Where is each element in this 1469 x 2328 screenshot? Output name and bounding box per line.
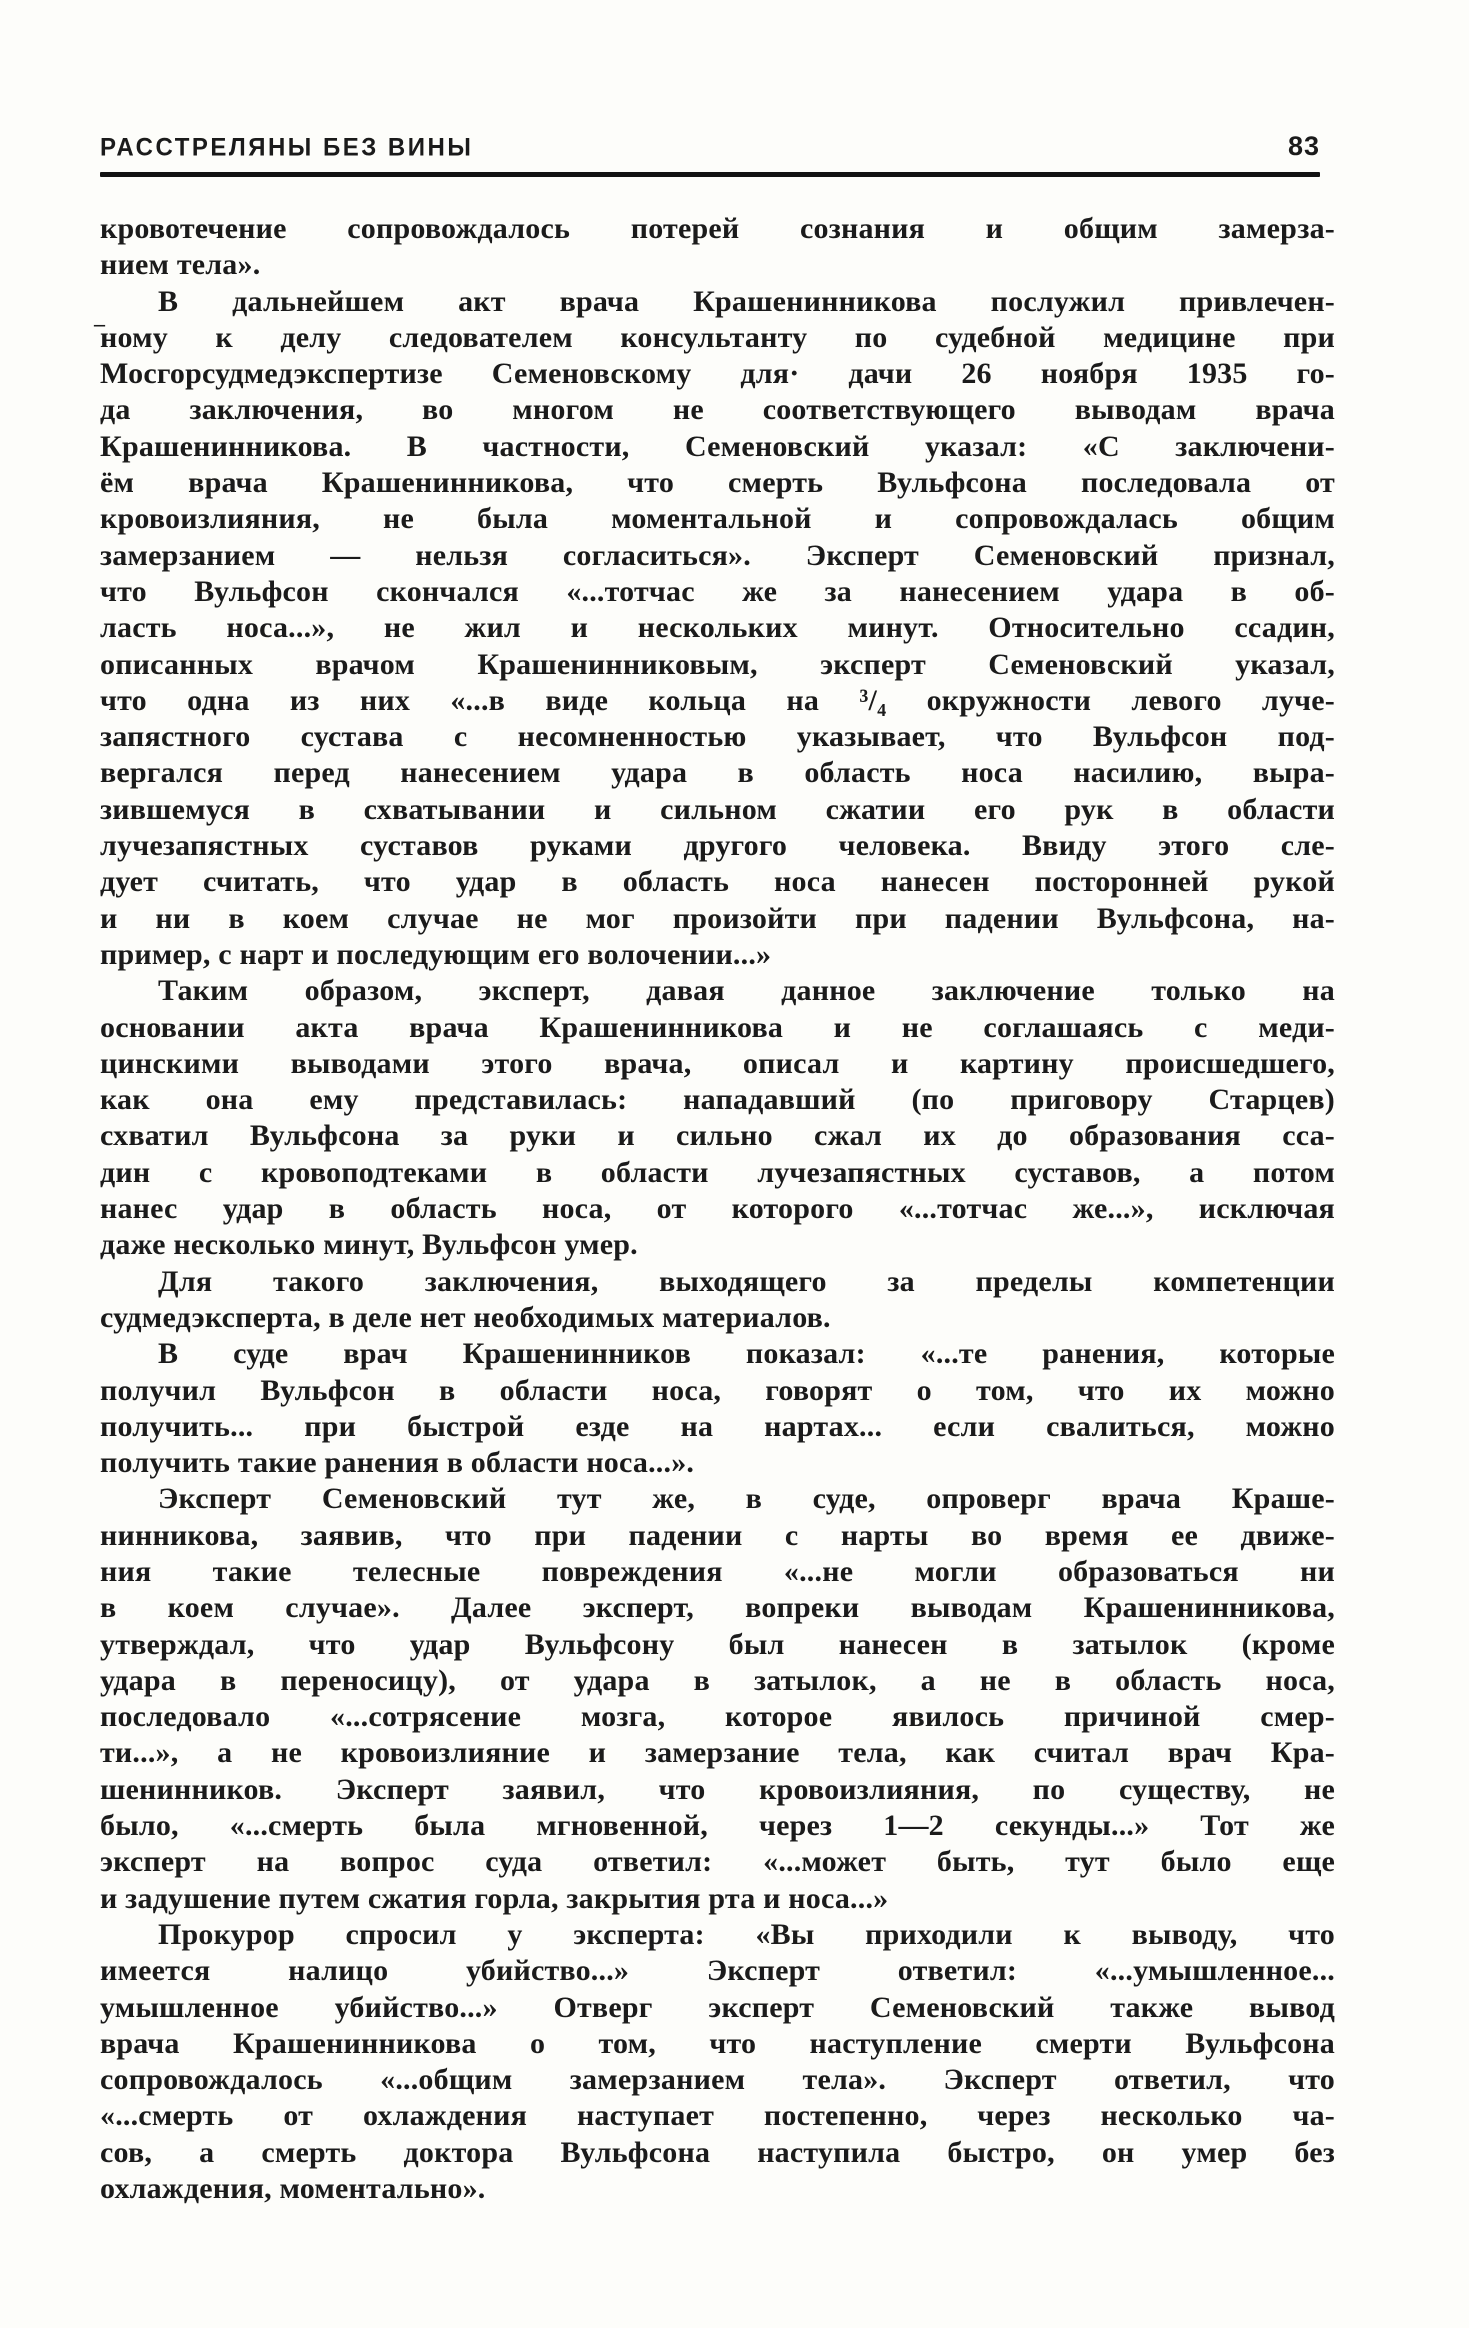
text-line: основании акта врача Крашенинникова и не соглашаясь с меди- [100,1010,1335,1044]
text-line: утверждал, что удар Вульфсону был нанесен в затылок (кроме [100,1627,1335,1661]
running-header [100,131,1320,162]
text-line: врача Крашенинникова о том, что наступление смерти Вульфсона [100,2026,1335,2060]
text-line: судмедэксперта, в деле нет необходимых материалов. [100,1300,831,1334]
text-line: эксперт на вопрос суда ответил: «...может быть, тут было еще [100,1845,1335,1879]
text-line: зившемуся в схватывании и сильном сжатии его рук в области [100,792,1335,826]
text-line: что одна из них «...в виде кольца на ³/₄ окружности левого луче- [100,683,1335,717]
text-line: что Вульфсон скончался «...тотчас же за нанесением удара в об- [100,574,1335,608]
margin-dash-artifact: – [94,310,105,336]
text-line: ласть носа...», не жил и нескольких минут. Относительно ссадин, [100,611,1335,645]
text-line: и ни в коем случае не мог произойти при падении Вульфсона, на- [100,901,1335,935]
text-line: в коем случае». Далее эксперт, вопреки выводам Крашенинникова, [100,1591,1335,1625]
running-header-title: РАССТРЕЛЯНЫ БЕЗ ВИНЫ [100,133,474,162]
text-line: умышленное убийство...» Отверг эксперт Семеновский также вывод [100,1990,1335,2024]
text-line: Таким образом, эксперт, давая данное заключение только на [158,974,1335,1008]
text-line: имеется налицо убийство...» Эксперт ответил: «...умышленное... [100,1954,1335,1988]
text-line: последовало «...сотрясение мозга, которое явилось причиной смер- [100,1700,1335,1734]
text-line: удара в переносицу), от удара в затылок, а не в область носа, [100,1663,1335,1697]
text-line: Крашенинникова. В частности, Семеновский указал: «С заключени- [100,429,1335,463]
text-line: было, «...смерть была мгновенной, через 1—2 секунды...» Тот же [100,1809,1335,1843]
text-line: получить... при быстрой езде на нартах... если свалиться, можно [100,1409,1335,1443]
header-rule [100,172,1320,177]
paragraph [100,1917,1335,2207]
text-line: вергался перед нанесением удара в область носа насилию, выра- [100,756,1335,790]
text-line: запястного сустава с несомненностью указывает, что Вульфсон под- [100,720,1335,754]
text-line: Прокурор спросил у эксперта: «Вы приходили к выводу, что [158,1917,1335,1951]
text-line: кровоизлияния, не была моментальной и сопровождалась общим [100,502,1335,536]
text-line: схватил Вульфсона за руки и сильно сжал их до образования сса- [100,1119,1335,1153]
text-line: нанес удар в область носа, от которого «...тотчас же...», исключая [100,1192,1335,1226]
text-line: Эксперт Семеновский тут же, в суде, опроверг врача Краше- [158,1482,1335,1516]
text-line: описанных врачом Крашенинниковым, эксперт Семеновский указал, [100,647,1335,681]
text-line: как она ему представилась: нападавший (по приговору Старцев) [100,1083,1335,1117]
text-line: дин с кровоподтеками в области лучезапястных суставов, а потом [100,1155,1335,1189]
text-line: дует считать, что удар в область носа нанесен посторонней рукой [100,865,1335,899]
paragraph [100,1264,1335,1337]
paragraph [100,973,1335,1263]
body-text [94,211,1335,2207]
text-line: лучезапястных суставов руками другого человека. Ввиду этого сле- [100,829,1335,863]
text-line: ём врача Крашенинникова, что смерть Вульфсона последовала от [100,466,1335,500]
text-line: Для такого заключения, выходящего за пределы компетенции [158,1264,1335,1298]
paragraph [100,211,1335,284]
text-line: сопровождалось «...общим замерзанием тела». Эксперт ответил, что [100,2063,1335,2097]
text-line: получить такие ранения в области носа...». [100,1446,695,1480]
text-line: и задушение путем сжатия горла, закрытия рта и носа...» [100,1881,889,1915]
text-line: нием тела». [100,248,261,282]
text-line: шенинников. Эксперт заявил, что кровоизлияния, по существу, не [100,1772,1335,1806]
paragraph [94,284,1335,974]
text-line: сов, а смерть доктора Вульфсона наступила быстро, он умер без [100,2135,1335,2169]
text-line: охлаждения, моментально». [100,2172,486,2206]
text-line: ти...», а не кровоизлияние и замерзание тела, как считал врач Кра- [100,1736,1335,1770]
text-line: пример, с нарт и последующим его волочении...» [100,937,772,971]
text-line: ния такие телесные повреждения «...не могли образоваться ни [100,1554,1335,1588]
text-line: цинскими выводами этого врача, описал и картину происшедшего, [100,1046,1335,1080]
page-number: 83 [1287,131,1320,161]
text-line: замерзанием — нельзя согласиться». Эксперт Семеновский признал, [100,538,1335,572]
text-line: В дальнейшем акт врача Крашенинникова послужил привлечен- [158,284,1335,318]
text-line: «...смерть от охлаждения наступает постепенно, через несколько ча- [100,2099,1335,2133]
paragraph [100,1336,1335,1481]
text-line: кровотечение сопровождалось потерей сознания и общим замерза- [100,212,1335,245]
text-line: да заключения, во многом не соответствующего выводам врача [100,393,1335,427]
text-line: нинникова, заявив, что при падении с нарты во время ее движе- [100,1518,1335,1552]
text-line: ному к делу следователем консультанту по судебной медицине при – [100,320,1335,356]
text-line: даже несколько минут, Вульфсон умер. [100,1228,638,1262]
text-line: Мосгорсудмедэкспертизе Семеновскому для· дачи 26 ноября 1935 го- [100,357,1335,391]
paragraph [100,1481,1335,1917]
text-line: получил Вульфсон в области носа, говорят о том, что их можно [100,1373,1335,1407]
text-line: В суде врач Крашенинников показал: «...те ранения, которые [158,1337,1335,1371]
